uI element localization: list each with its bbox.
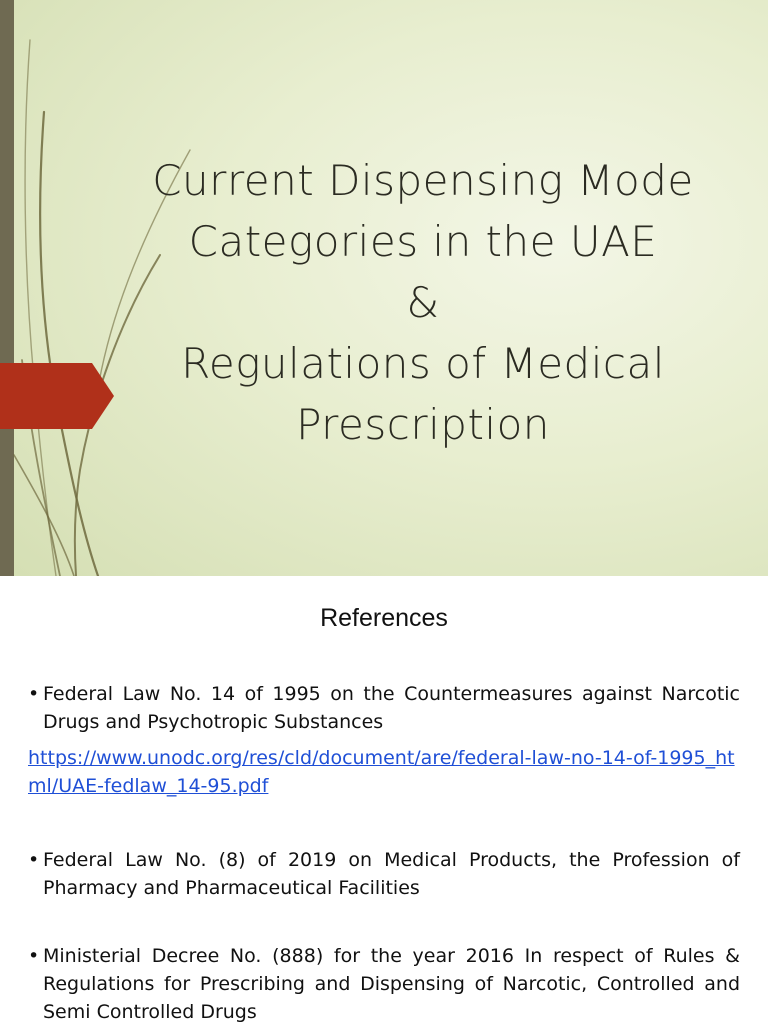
reference-text: Federal Law No. (8) of 2019 on Medical Products, the Profession of Pharmacy and Pharmaceutical Facilities [43,849,740,899]
references-slide [0,576,768,1024]
title-line: Current Dispensing Mode [152,156,694,205]
reference-text: Federal Law No. 14 of 1995 on the Countermeasures against Narcotic Drugs and Psychotropic Substances [43,683,740,733]
title-line: Regulations of Medical [181,339,665,388]
reference-item [28,846,740,902]
reference-item [28,680,740,800]
title-line: Prescription [296,400,550,449]
bullet: • [28,849,40,871]
references-heading: References [320,604,448,632]
references-list [28,680,740,1024]
reference-link[interactable]: https://www.unodc.org/res/cld/document/are/federal-law-no-14-of-1995_html/UAE-fedlaw_14-95.pdf [28,747,735,797]
bullet: • [28,683,40,705]
title-line: & [406,278,440,327]
title-line: Categories in the UAE [188,217,658,266]
slide-title [96,150,750,455]
reference-item [28,942,740,1024]
bullet: • [28,945,40,967]
reference-text: Ministerial Decree No. (888) for the year 2016 In respect of Rules & Regulations for Prescribing and Dispensing of Narcotic, Controlled and Semi Controlled Drugs [43,945,740,1023]
